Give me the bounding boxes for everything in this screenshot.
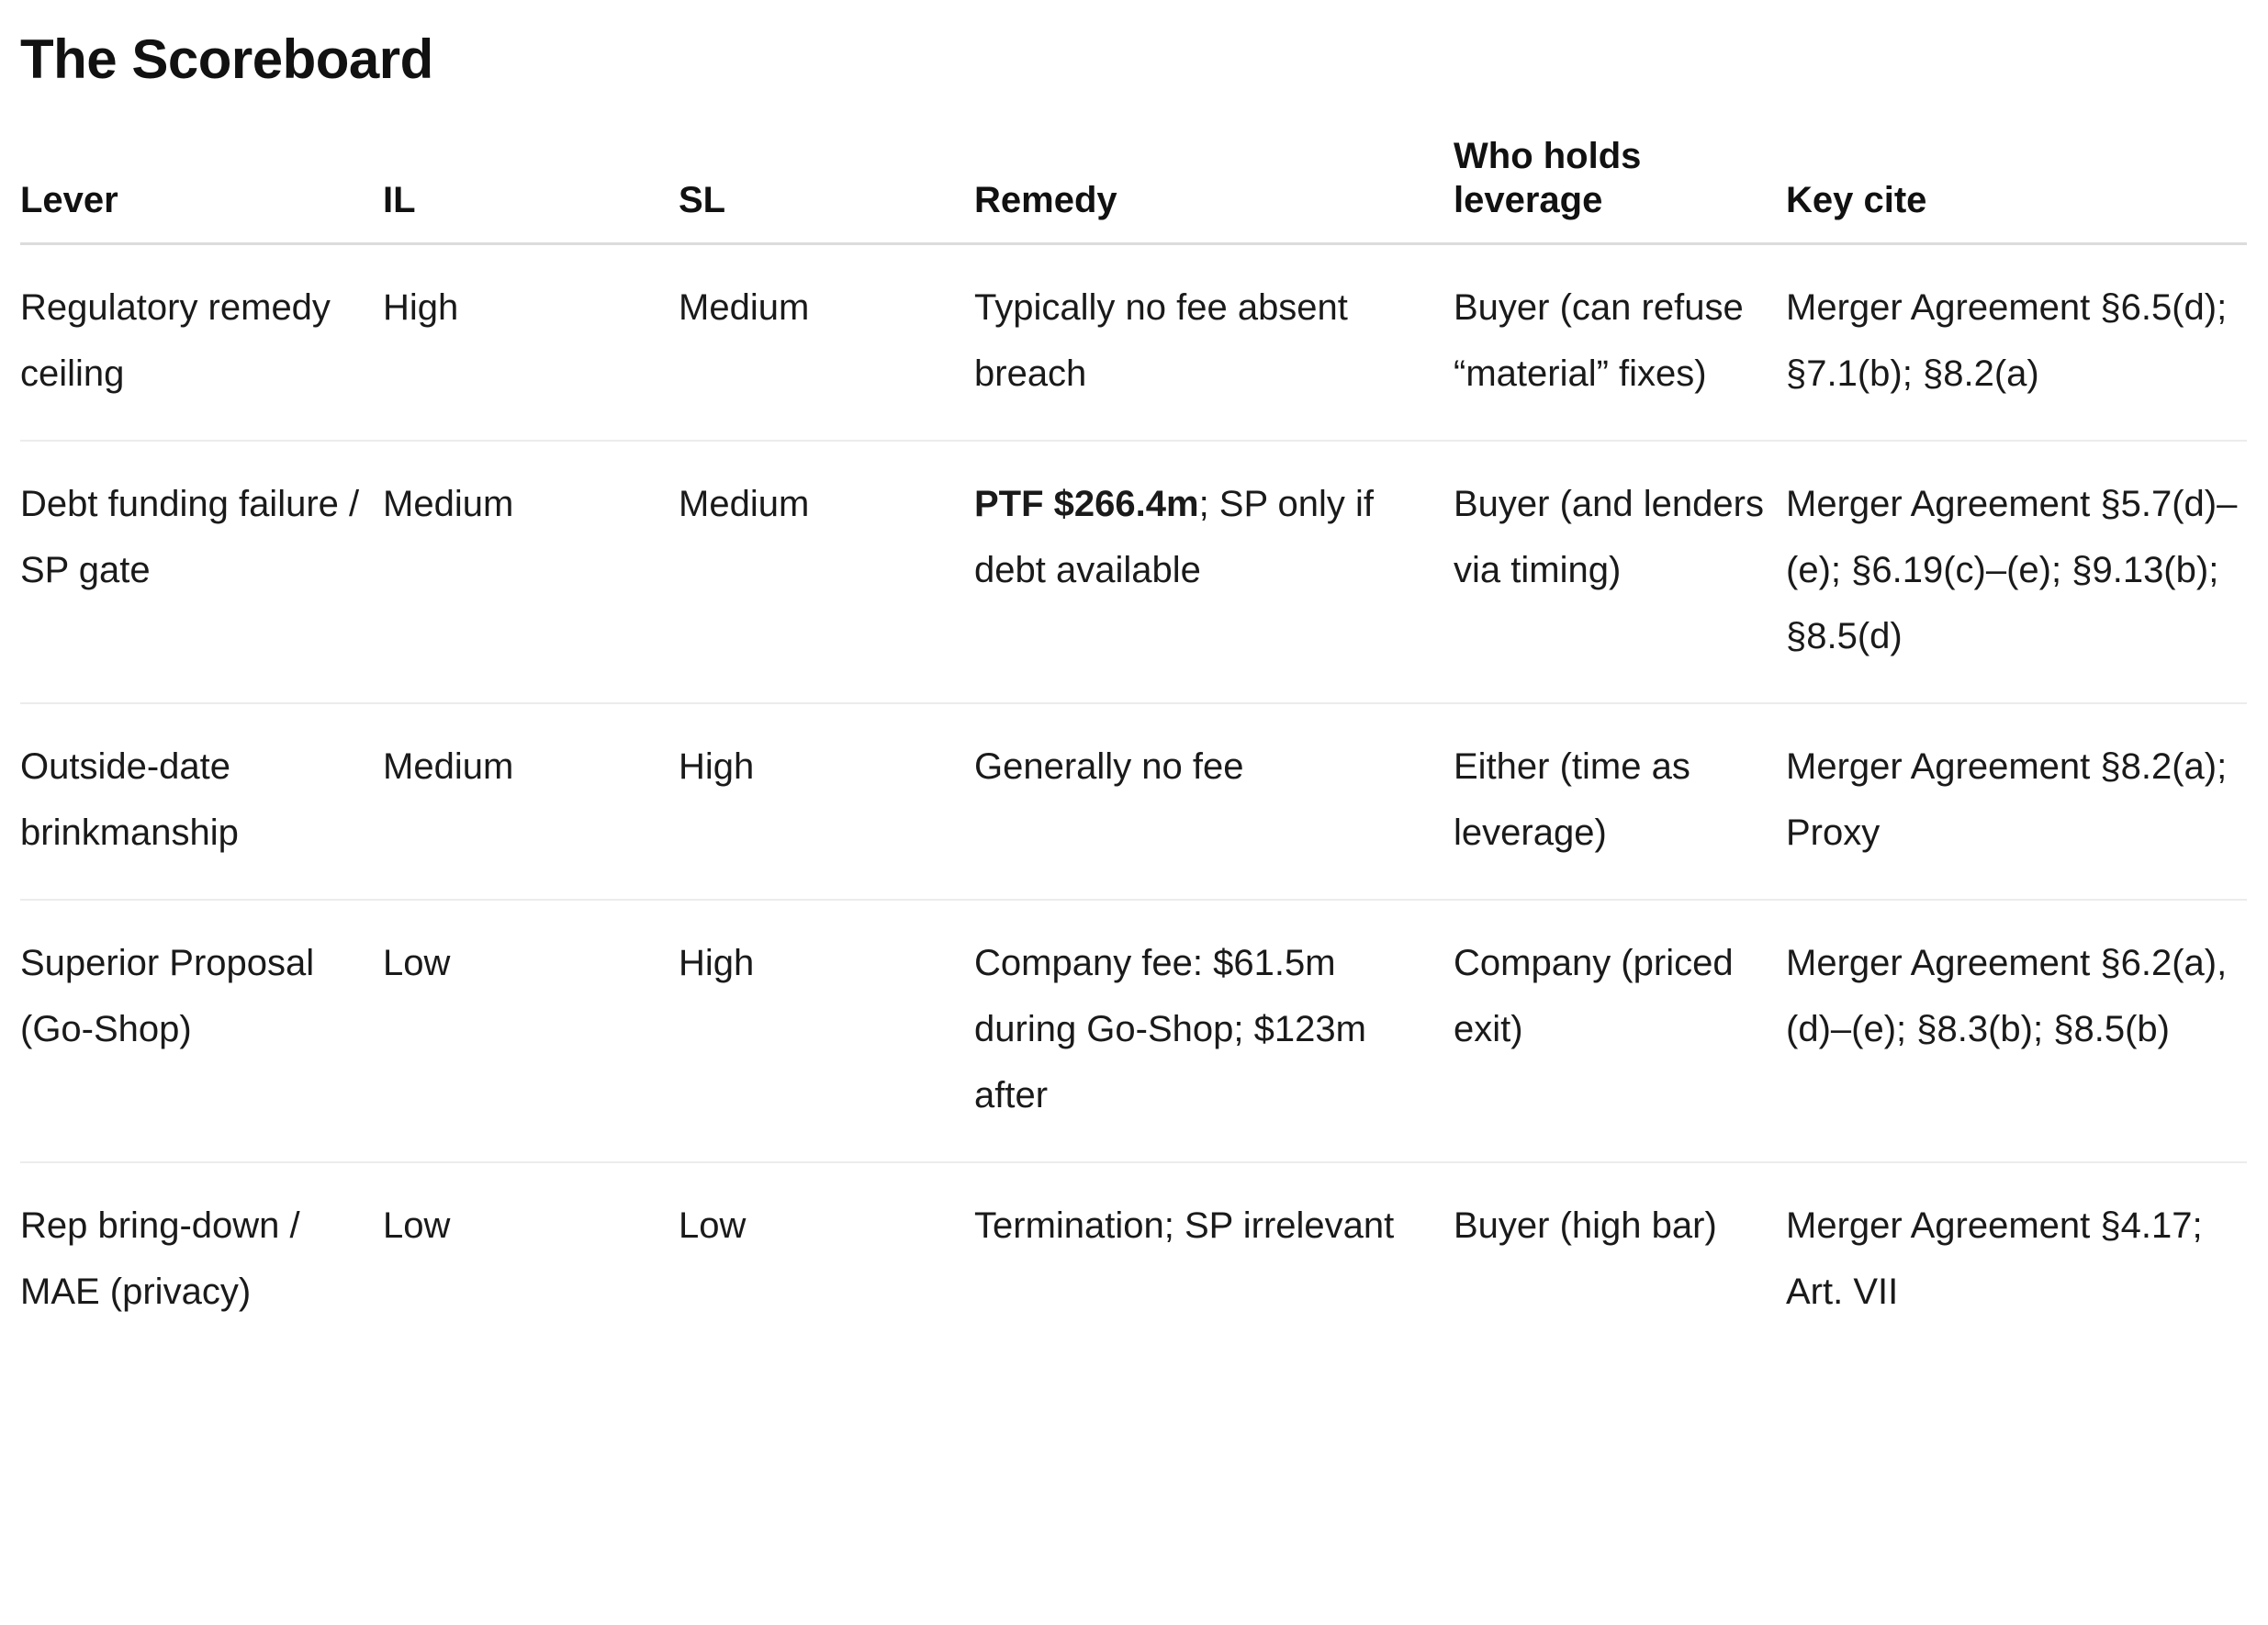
cell-sl: Low — [679, 1205, 747, 1246]
cell-lever: Superior Proposal (Go-Shop) — [20, 900, 383, 1162]
cell-who: Buyer (and lenders via timing) — [1454, 441, 1786, 703]
cell-sl: High — [679, 900, 974, 1162]
cell-il: High — [383, 244, 679, 442]
table-row — [20, 703, 2247, 900]
remedy-text: Termination; SP irrelevant — [974, 1205, 1395, 1246]
cell-lever: Rep bring-down / MAE (privacy) — [20, 1205, 300, 1312]
table-row — [20, 1162, 2247, 1358]
cell-il: Low — [383, 900, 679, 1162]
cell-sl: High — [679, 703, 974, 900]
cell-sl: Medium — [679, 244, 974, 442]
cell-lever: Outside-date brinkmanship — [20, 703, 383, 900]
header-who-holds-leverage — [1454, 129, 1786, 244]
table-header — [20, 129, 2247, 244]
cell-who: Company (priced exit) — [1454, 900, 1786, 1162]
cell-remedy — [974, 1162, 1454, 1358]
cell-remedy — [974, 441, 1454, 703]
cell-lever: Debt funding failure / SP gate — [20, 441, 383, 703]
remedy-text: Typically no fee absent breach — [974, 287, 1348, 394]
remedy-bold: PTF $266.4m — [974, 484, 1199, 524]
table-row — [20, 244, 2247, 442]
remedy-text: Company fee: $61.5m during Go-Shop; $123m after — [974, 943, 1366, 1115]
cell-remedy — [974, 244, 1454, 442]
cell-cite: Merger Agreement §8.2(a); Proxy — [1786, 703, 2247, 900]
cell-who: Either (time as leverage) — [1454, 703, 1786, 900]
cell-sl: Medium — [679, 441, 974, 703]
table-body — [20, 244, 2247, 1359]
cell-cite: Merger Agreement §6.2(a),(d)–(e); §8.3(b); §8.5(b) — [1786, 900, 2247, 1162]
scoreboard-table — [20, 129, 2247, 1358]
header-remedy: Remedy — [974, 129, 1454, 244]
header-who-line2: leverage — [1454, 180, 1603, 220]
cell-remedy — [974, 900, 1454, 1162]
header-key-cite: Key cite — [1786, 129, 2247, 244]
cell-cite: Merger Agreement §6.5(d); §7.1(b); §8.2(a) — [1786, 244, 2247, 442]
table-row — [20, 441, 2247, 703]
cell-remedy — [974, 703, 1454, 900]
page-title: The Scoreboard — [20, 28, 433, 90]
header-row — [20, 129, 2247, 244]
header-lever: Lever — [20, 129, 383, 244]
remedy-text: ; SP only if debt available — [974, 484, 1375, 590]
header-il: IL — [383, 129, 679, 244]
cell-lever: Regulatory remedy ceiling — [20, 244, 383, 442]
cell-il: Medium — [383, 703, 679, 900]
cell-who: Buyer (high bar) — [1454, 1205, 1717, 1246]
cell-cite: Merger Agreement §4.17; Art. VII — [1786, 1205, 2203, 1312]
header-who-line1: Who holds — [1454, 136, 1642, 176]
table-row — [20, 900, 2247, 1162]
cell-il: Medium — [383, 441, 679, 703]
header-sl: SL — [679, 129, 974, 244]
cell-who: Buyer (can refuse “material” fixes) — [1454, 244, 1786, 442]
cell-cite: Merger Agreement §5.7(d)–(e); §6.19(c)–(e); §9.13(b); §8.5(d) — [1786, 441, 2247, 703]
remedy-text: Generally no fee — [974, 746, 1244, 787]
cell-il: Low — [383, 1205, 451, 1246]
